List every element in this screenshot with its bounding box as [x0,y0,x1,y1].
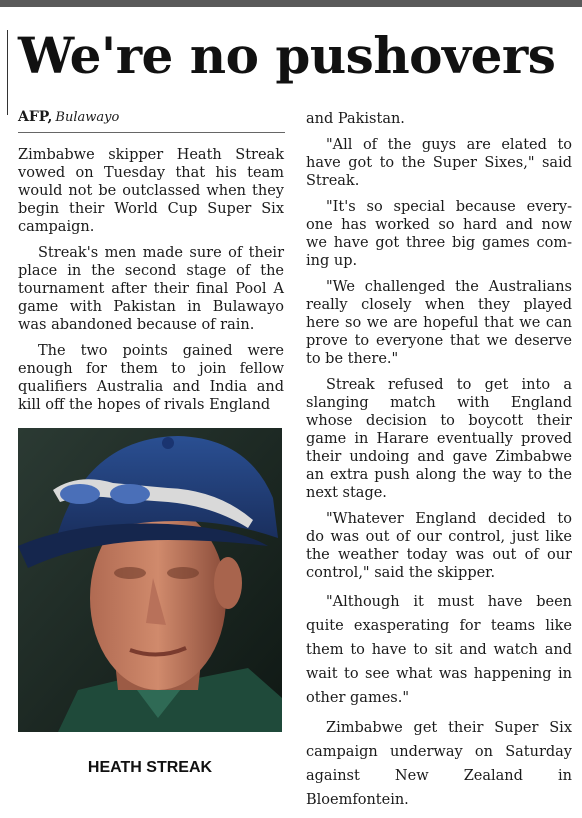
player-photo [18,428,282,732]
top-border-rule [0,0,582,7]
paragraph: Streak refused to get into a slanging match with England whose decision to boycott their game in Harare eventually proved their undoing and gave Zimbabwe an extra push along the way to the next stage. [306,377,572,501]
paragraph: "Whatever England decided to do was out of our control, just like the weather today was out of our control," said the skipper. [306,511,572,581]
paragraph: Streak's men made sure of their place in the second stage of the tournament after their final Pool A game with Pakistan in Bulawayo was abandoned because of rain. [18,245,284,333]
left-column [18,146,284,422]
byline-place: Bulawayo [55,110,120,125]
paragraph: "Although it must have been quite exasperating for teams like them to have to sit and watch and wait to see what was happening in other games." [306,594,572,706]
paragraph: The two points gained were enough for them to join fellow qualifiers Australia and India and kill off the hopes of rivals England [18,343,284,413]
photo-caption: HEATH STREAK [87,759,213,776]
paragraph: Zimbabwe get their Super Six campaign underway on Saturday against New Zealand in Bloemfontein. [306,720,572,808]
paragraph: "All of the guys are elated to have got to the Super Sixes," said Streak. [306,137,572,189]
paragraph: "It's so special because every- one has worked so hard and now we have got three big games com- ing up. [306,199,572,269]
paragraph: "We challenged the Australians really closely when they played here so we are hopeful that we can prove to everyone that we deserve to be there." [306,279,572,367]
paragraph: Zimbabwe skipper Heath Streak vowed on Tuesday that his team would not be outclassed when they begin their World Cup Super Six campaign. [18,147,284,235]
right-column [306,110,572,818]
byline [18,108,285,133]
byline-agency: AFP, [18,109,53,125]
paragraph: and Pakistan. [306,111,405,127]
headline: We're no pushovers [18,26,556,85]
headline-side-rule [7,30,8,115]
